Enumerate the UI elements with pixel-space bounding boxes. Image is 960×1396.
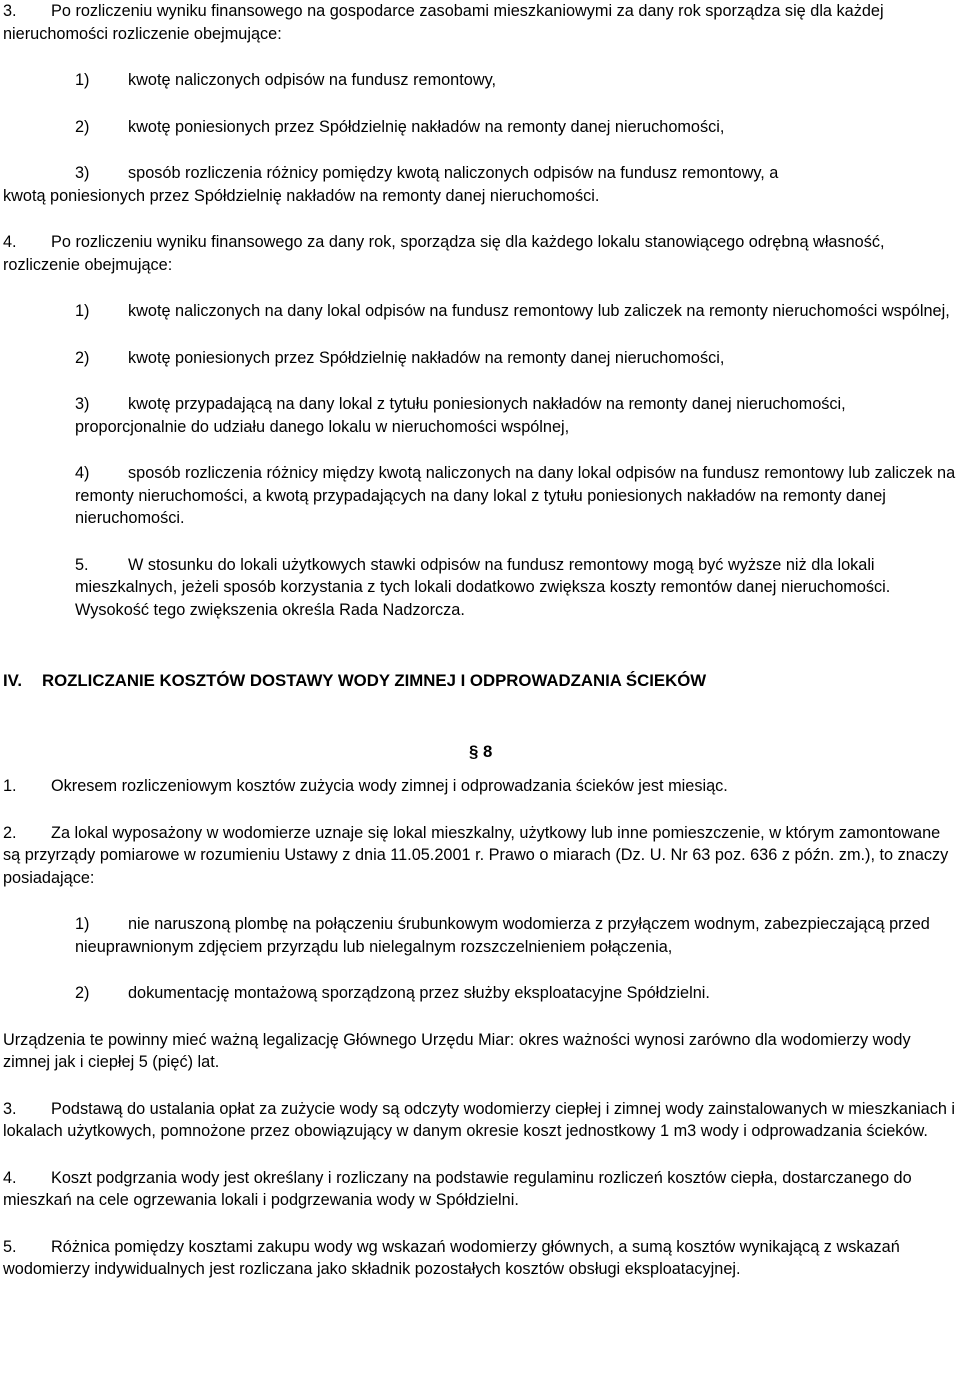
- list-item-4-5: [3, 554, 958, 622]
- paragraph-iv-4: [3, 1167, 958, 1212]
- paragraph-number: 5.: [3, 1237, 17, 1256]
- list-item-iv-2-1: [3, 913, 958, 958]
- section-title: ROZLICZANIE KOSZTÓW DOSTAWY WODY ZIMNEJ I ODPROWADZANIA ŚCIEKÓW: [42, 671, 707, 690]
- list-item-number: 2): [75, 348, 90, 367]
- list-item-number: 2): [75, 984, 90, 1002]
- list-item-4-4: [3, 462, 958, 530]
- list-item-3-3: [3, 162, 958, 185]
- list-item-text: kwotę przypadającą na dany lokal z tytułu poniesionych nakładów na remonty danej nieruchomości, proporcjonalnie do udziału danego lokalu w nieruchomości wspólnej,: [75, 395, 846, 436]
- list-item-number: 3): [75, 164, 90, 182]
- paragraph-sign: § 8: [469, 741, 493, 761]
- list-item-number: 5.: [75, 555, 89, 574]
- list-item-text: kwotę naliczonych odpisów na fundusz remontowy,: [128, 71, 497, 89]
- list-item-3-3-continuation: kwotą poniesionych przez Spółdzielnię nakładów na remonty danej nieruchomości.: [3, 186, 600, 205]
- paragraph-4: [3, 231, 958, 276]
- list-item-4-2: [3, 347, 958, 370]
- list-item-text: nie naruszoną plombę na połączeniu śrubunkowym wodomierza z przyłączem wodnym, zabezpieczającą przed nieuprawnionym zdjęciem przyrządu lub nielegalnym rozszczelnieniem połączenia,: [75, 915, 930, 956]
- list-item-iv-2-2: [3, 982, 958, 1005]
- list-item-text: kwotę poniesionych przez Spółdzielnię nakładów na remonty danej nieruchomości,: [128, 117, 725, 136]
- paragraph-iv-1: [3, 775, 958, 798]
- paragraph-number: 2.: [3, 823, 17, 842]
- paragraph-text: Po rozliczeniu wyniku finansowego na gospodarce zasobami mieszkaniowymi za dany rok sporządza się dla każdej nieruchomości rozliczenie obejmujące:: [3, 2, 884, 43]
- paragraph-3: [3, 0, 958, 45]
- paragraph-text: Podstawą do ustalania opłat za zużycie wody są odczyty wodomierzy ciepłej i zimnej wody zainstalowanych w mieszkaniach i lokalach użytkowych, pomnożone przez obowiązujący w danym okresie koszt jednostkowy 1 m3 wody i odprowadzania ścieków.: [3, 1099, 956, 1140]
- paragraph-iv-5: [3, 1236, 958, 1281]
- list-item-3-1: [3, 69, 958, 92]
- list-item-3-2: [3, 116, 958, 139]
- list-item-number: 1): [75, 302, 90, 320]
- list-item-number: 1): [75, 915, 90, 933]
- paragraph-text: Po rozliczeniu wyniku finansowego za dany rok, sporządza się dla każdego lokalu stanowiącego odrębną własność, rozliczenie obejmujące:: [3, 233, 885, 274]
- list-item-4-1: [3, 300, 958, 323]
- paragraph-number: 1.: [3, 777, 17, 795]
- section-heading: [3, 670, 958, 693]
- paragraph-number: 3.: [3, 1099, 17, 1118]
- list-item-text: W stosunku do lokali użytkowych stawki odpisów na fundusz remontowy mogą być wyższe niż dla lokali mieszkalnych, jeżeli sposób korzystania z tych lokali dodatkowo zwiększa koszty remontów danej nieruchomości. Wysokość tego zwiększenia określa Rada Nadzorcza.: [75, 555, 891, 619]
- list-item-number: 4): [75, 464, 90, 482]
- paragraph-iv-2: [3, 822, 958, 890]
- paragraph-number: 4.: [3, 233, 17, 251]
- paragraph-iv-3: [3, 1098, 958, 1143]
- list-item-text: kwotę naliczonych na dany lokal odpisów na fundusz remontowy lub zaliczek na remonty nieruchomości wspólnej,: [128, 302, 950, 320]
- list-item-number: 2): [75, 117, 90, 136]
- paragraph-number: 4.: [3, 1168, 17, 1187]
- paragraph-iv-2-note: Urządzenia te powinny mieć ważną legalizację Głównego Urzędu Miar: okres ważności wynosi zarówno dla wodomierzy wody zimnej jak i ciepłej 5 (pięć) lat.: [3, 1030, 911, 1071]
- list-item-text: kwotę poniesionych przez Spółdzielnię nakładów na remonty danej nieruchomości,: [128, 348, 725, 367]
- list-item-number: 1): [75, 71, 90, 89]
- paragraph-text: Okresem rozliczeniowym kosztów zużycia wody zimnej i odprowadzania ścieków jest miesiąc.: [51, 777, 728, 795]
- list-item-number: 3): [75, 395, 90, 413]
- paragraph-text: Koszt podgrzania wody jest określany i rozliczany na podstawie regulaminu rozliczeń kosztów ciepła, dostarczanego do mieszkań na cele ogrzewania lokali i podgrzewania wody w Spółdzielni.: [3, 1168, 912, 1209]
- list-item-text: sposób rozliczenia różnicy między kwotą naliczonych na dany lokal odpisów na fundusz remontowy lub zaliczek na remonty nieruchomości, a kwotą przypadających na dany lokal z tytułu poniesionych nakładów na remonty danej nieruchomości.: [75, 464, 956, 527]
- paragraph-text: Za lokal wyposażony w wodomierze uznaje się lokal mieszkalny, użytkowy lub inne pomieszczenie, w którym zamontowane są przyrządy pomiarowe w rozumieniu Ustawy z dnia 11.05.2001 r. Prawo o miarach (Dz. U. Nr 63 poz. 636 z późn. zm.), to znaczy posiadające:: [3, 823, 949, 887]
- paragraph-text: Różnica pomiędzy kosztami zakupu wody wg wskazań wodomierzy głównych, a sumą kosztów wynikającą z wskazań wodomierzy indywidualnych jest rozliczana jako składnik pozostałych kosztów obsługi eksploatacyjnej.: [3, 1237, 900, 1278]
- list-item-text: sposób rozliczenia różnicy pomiędzy kwotą naliczonych odpisów na fundusz remontowy, a: [128, 164, 779, 182]
- paragraph-number: 3.: [3, 2, 17, 20]
- list-item-text: dokumentację montażową sporządzoną przez służby eksploatacyjne Spółdzielni.: [128, 984, 710, 1002]
- list-item-4-3: [3, 393, 958, 438]
- section-number: IV.: [3, 671, 22, 690]
- document-page: [3, 0, 958, 1281]
